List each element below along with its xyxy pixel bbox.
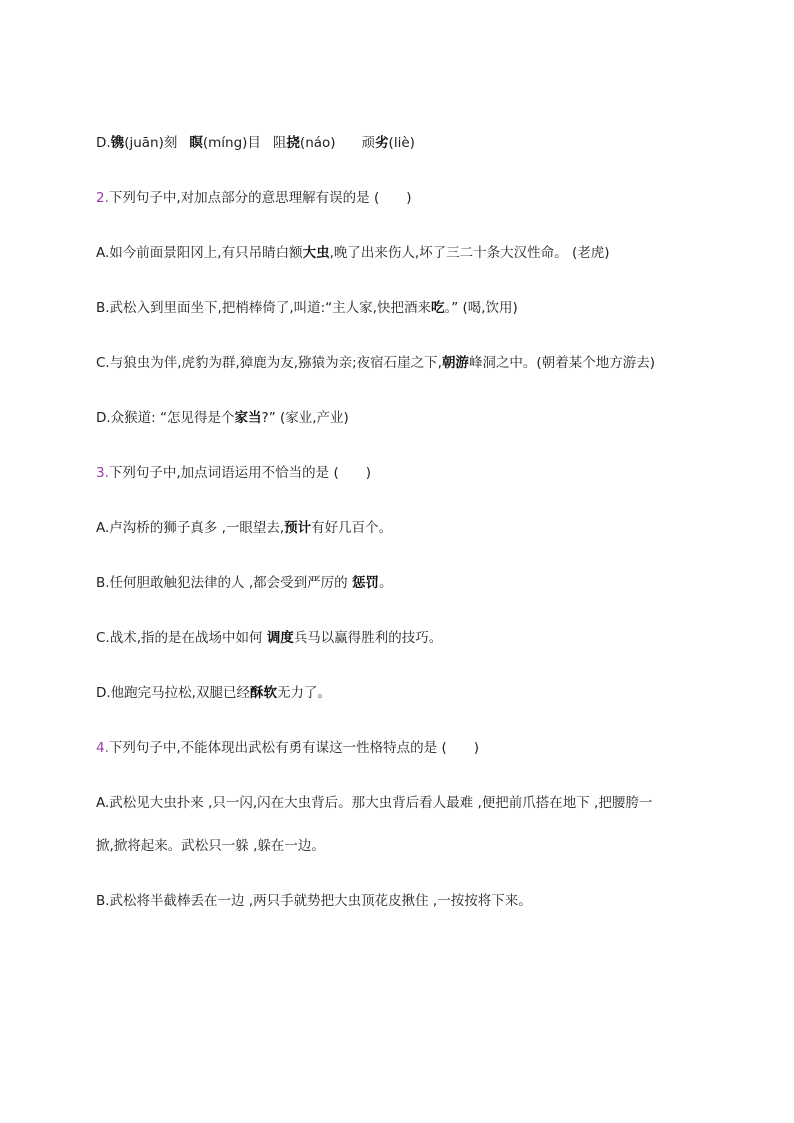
word-2-pinyin: (míng)目 [202, 135, 261, 151]
q1-option-d [96, 133, 415, 153]
q3-option-b [96, 573, 392, 593]
option-text: 兵马以赢得胜利的技巧。 [293, 630, 443, 646]
option-text: A.卢沟桥的狮子真多 ,一眼望去, [96, 520, 285, 536]
word-1-pinyin: (juān)刻 [124, 135, 178, 151]
dotted-word: 酥软 [249, 685, 277, 701]
q2-option-a [96, 243, 610, 263]
q3-option-a [96, 518, 392, 538]
option-text: C.战术,指的是在战场中如何 [96, 630, 267, 646]
option-text: 。” (喝,饮用) [444, 300, 518, 316]
q3-option-c [96, 628, 442, 648]
option-text: A.如今前面景阳冈上,有只吊睛白额 [96, 245, 303, 261]
option-prefix: D. [96, 135, 111, 151]
option-text: 无力了。 [276, 685, 331, 701]
option-text: 。 [378, 575, 393, 591]
word-3-char: 挠 [286, 135, 300, 151]
q4-option-b [96, 891, 532, 911]
word-3-prefix: 阻 [272, 135, 287, 151]
q2-option-b [96, 298, 518, 318]
q2-stem [96, 188, 412, 208]
question-text: 下列句子中,加点词语运用不恰当的是 ( ) [108, 465, 372, 481]
option-text: 掀,掀将起来。武松只一躲 ,躲在一边。 [96, 838, 325, 854]
q4-stem [96, 738, 479, 758]
q3-stem [96, 463, 371, 483]
option-text: D.众猴道: “怎见得是个 [96, 410, 235, 426]
question-number: 4. [96, 740, 109, 756]
word-4-pinyin: (liè) [388, 135, 415, 151]
dotted-word: 惩罚 [351, 575, 379, 591]
option-text: A.武松见大虫扑来 ,只一闪,闪在大虫背后。那大虫背后看人最难 ,便把前爪搭在地下 ,把腰胯一 [96, 795, 653, 811]
word-2-char: 瞑 [189, 135, 203, 151]
word-3-pinyin: (náo) [299, 135, 336, 151]
option-text: ?” (家业,产业) [261, 410, 349, 426]
question-number: 3. [96, 465, 109, 481]
dotted-word: 预计 [284, 520, 312, 536]
option-text: ,晚了出来伤人,坏了三二十条大汉性命。 (老虎) [329, 245, 610, 261]
dotted-word: 家当 [234, 410, 262, 426]
option-text: C.与狼虫为伴,虎豹为群,獐鹿为友,猕猿为亲;夜宿石崖之下, [96, 355, 442, 371]
question-text: 下列句子中,对加点部分的意思理解有误的是 ( ) [108, 190, 412, 206]
word-4-char: 劣 [375, 135, 389, 151]
dotted-word: 大虫 [302, 245, 330, 261]
dotted-word: 吃 [430, 300, 445, 316]
option-text: B.武松入到里面坐下,把梢棒倚了,叫道:“主人家,快把酒来 [96, 300, 431, 316]
dotted-word: 朝游 [441, 355, 469, 371]
option-text: B.武松将半截棒丢在一边 ,两只手就势把大虫顶花皮揪住 ,一按按将下来。 [96, 893, 532, 909]
q2-option-d [96, 408, 349, 428]
option-text: D.他跑完马拉松,双腿已经 [96, 685, 250, 701]
q2-option-c [96, 353, 655, 373]
option-text: B.任何胆敢触犯法律的人 ,都会受到严厉的 [96, 575, 352, 591]
q3-option-d [96, 683, 331, 703]
word-4-prefix: 顽 [361, 135, 376, 151]
question-number: 2. [96, 190, 109, 206]
q4-option-a-line-1 [96, 793, 652, 813]
word-1-char: 镌 [110, 135, 125, 151]
option-text: 峰洞之中。(朝着某个地方游去) [468, 355, 655, 371]
dotted-word: 调度 [266, 630, 294, 646]
question-text: 下列句子中,不能体现出武松有勇有谋这一性格特点的是 ( ) [108, 740, 480, 756]
q4-option-a-line-2 [96, 836, 325, 856]
option-text: 有好几百个。 [311, 520, 393, 536]
